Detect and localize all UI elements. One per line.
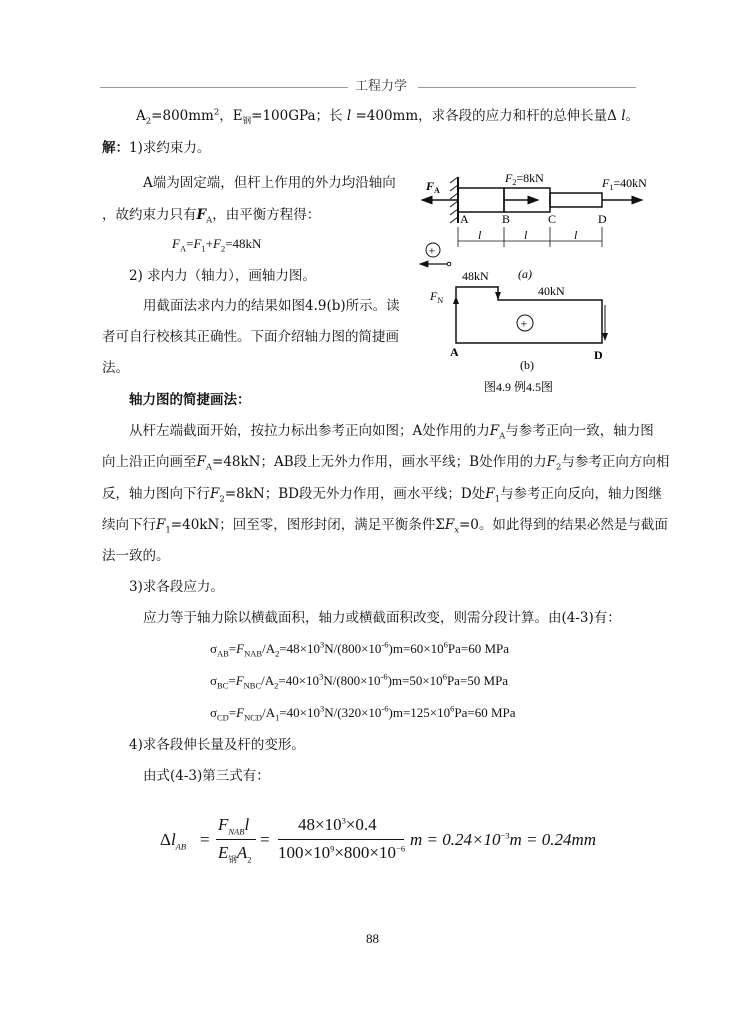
para3-line5: 法一致的。 [102, 548, 170, 564]
solution-label: 解： [102, 140, 129, 156]
point-d: D [598, 212, 607, 226]
para3-line1: 从杆左端截面开始，按拉力标出参考正向如图；A处作用的力$F_A$与参考正向一致，轴力图 [129, 423, 654, 442]
given-line: $A_2=800mm^2$，$E_钢=100GPa$；长 l =400mm，求各段的应力和杆的总伸长量Δ l。 [136, 107, 640, 127]
step2-text: 2) 求内力（轴力），画轴力图。 [129, 268, 316, 284]
point-a2: A [450, 345, 459, 359]
para3-line4: 续向下行$F_1=40kN$；回至零，图形封闭，满足平衡条件$\Sigma F_x=0$。如此得到的结果必然是与截面 [102, 517, 668, 536]
point-c: C [548, 212, 557, 226]
para3-line2: 向上沿正向画至$F_A=48kN$；AB段上无外力作用，画水平线；B处作用的力$F_2$与参考正向方向相 [102, 454, 670, 473]
solution-line [102, 139, 210, 157]
header-rule-left [100, 87, 348, 88]
para3-line3: 反，轴力图向下行$F_2=8kN$；BD段无外力作用，画水平线；D处$F_1$与参考正向反向，轴力图继 [102, 486, 663, 505]
label-b: (b) [520, 358, 534, 372]
elongation-formula: $\Delta l_{AB}$ = $F_{NAB}l$ $E_钢A_2$ = $48\times 10^3\times 0.4$ $100\times 10^9\times 800\times 10^{-6}$ $m = 0.24\times 10^{-3}m = 0.24mm$ [160, 815, 597, 865]
point-b: B [502, 212, 511, 226]
force-fa-label: $F_A$ [426, 179, 440, 195]
force-f1-label: $F_1=40kN$ [602, 176, 647, 192]
para2-line1: 用截面法求内力的结果如图4.9(b)所示。读 [143, 298, 400, 314]
page-number: 88 [366, 931, 379, 946]
header-rule-right [418, 87, 636, 88]
step1-text: 1)求约束力。 [129, 140, 211, 156]
label-a: (a) [518, 267, 532, 281]
section-title: 轴力图的简捷画法： [129, 392, 251, 408]
bar-ab [458, 188, 504, 212]
para2-line2: 者可自行校核其正确性。下面介绍轴力图的简捷画 [102, 329, 399, 345]
figure-caption: 图4.9 例4.5图 [484, 380, 554, 394]
value-40kn: 40kN [538, 284, 565, 298]
plus-sign-b: + [520, 316, 528, 331]
para1-line1: A端为固定端，但杆上作用的外力均沿轴向 [143, 175, 396, 191]
para2-line3: 法。 [102, 360, 129, 376]
stress-ab: $\sigma_{AB}=F_{NAB}/A_2=48\times 10^3N/(800\times 10^{-6})m=60\times 10^6Pa=60$ MPa [210, 639, 510, 659]
para4-text: 应力等于轴力除以横截面积，轴力或横截面积改变，则需分段计算。由(4-3)有： [143, 610, 621, 626]
value-48kn: 48kN [462, 269, 489, 283]
stress-cd: $\sigma_{CD}=F_{NCD}/A_1=40\times 10^3N/(320\times 10^{-6})m=125\times 10^6Pa=60$ MPa [210, 703, 516, 723]
figure-4-9 [410, 165, 685, 405]
point-a: A [460, 212, 469, 226]
seg-l-3: l [574, 228, 578, 242]
header-title: 工程力学 [355, 79, 408, 94]
axial-force-diagram [456, 287, 602, 343]
point-d2: D [594, 348, 603, 362]
step3-text: 3)求各段应力。 [129, 579, 224, 595]
plus-sign-a: + [428, 243, 436, 258]
step4-text: 4)求各段伸长量及杆的变形。 [129, 737, 305, 753]
para1-line2: ，故约束力只有$F_A$，由平衡方程得： [102, 207, 321, 226]
seg-l-2: l [524, 228, 528, 242]
bar-cd [550, 193, 602, 207]
para5-text: 由式(4-3)第三式有： [143, 768, 270, 784]
sign-arrow-dot [447, 262, 451, 266]
stress-bc: $\sigma_{BC}=F_{NBC}/A_2=40\times 10^3N/(800\times 10^{-6})m=50\times 10^6Pa=50$ MPa [210, 671, 509, 691]
fn-label: $F_N$ [430, 289, 444, 305]
equilibrium-equation: $F_A=F_1+F_2=48kN$ [172, 236, 262, 254]
seg-l-1: l [478, 228, 482, 242]
force-f2-label: $F_2=8kN$ [505, 171, 544, 187]
